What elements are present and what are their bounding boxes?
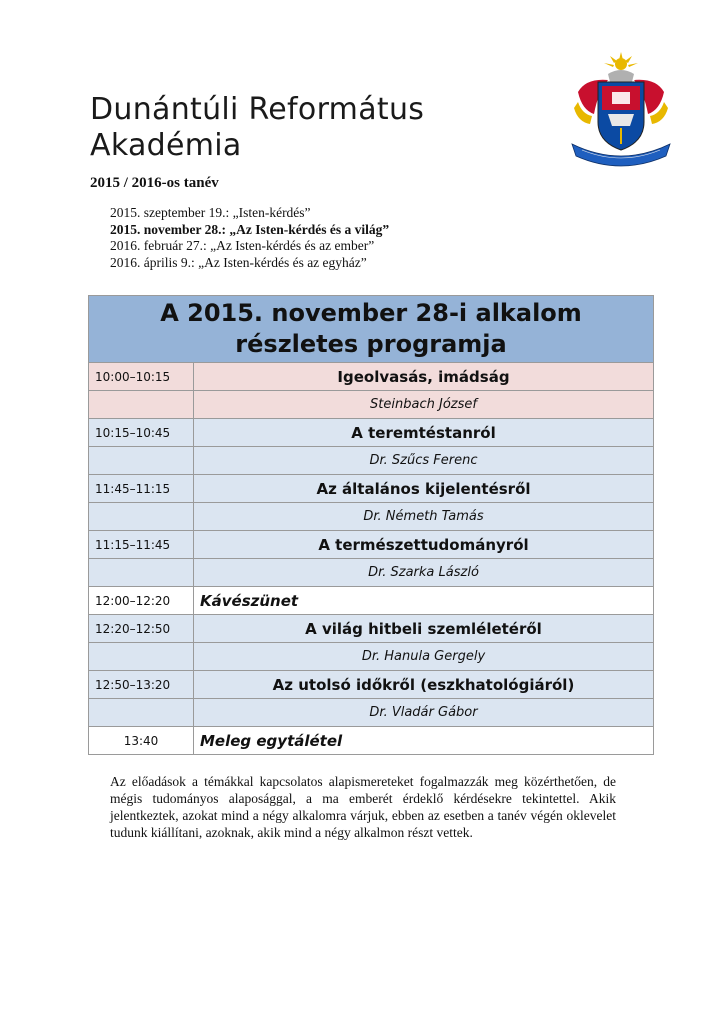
program-speaker-row: [89, 503, 654, 531]
session-item: 2016. április 9.: „Az Isten-kérdés és az egyház”: [110, 254, 367, 270]
organization-title-line2: Akadémia: [90, 128, 242, 163]
program-speaker: Dr. Hanula Gergely: [194, 643, 654, 671]
program-table-header-row: [89, 296, 654, 363]
program-row: [89, 671, 654, 699]
program-note: Az előadások a témákkal kapcsolatos alapismereteket fogalmazzák meg közérthetően, de mégis tudományos alaposággal, a ma emberét érdeklő kérdésekre tekintettel. Akik jelentkeztek, azokat mind a négy alkalomra várjuk, ebben az esetben a tanév végén oklevelet tudunk kiállítani, azoknak, akik mind a négy alkalmon részt vettek.: [110, 774, 616, 840]
program-row: [89, 587, 654, 615]
program-time: 10:00–10:15: [89, 363, 194, 391]
empty-time-cell: [89, 503, 194, 531]
academic-year-heading: 2015 / 2016-os tanév: [90, 175, 219, 191]
empty-time-cell: [89, 643, 194, 671]
program-table: [88, 295, 654, 755]
program-topic: A teremtéstanról: [194, 419, 654, 447]
program-topic: Az utolsó időkről (eszkhatológiáról): [194, 671, 654, 699]
session-list: [110, 205, 389, 271]
program-speaker: Dr. Szarka László: [194, 559, 654, 587]
program-topic: Meleg egytálétel: [194, 727, 654, 755]
program-topic: Igeolvasás, imádság: [194, 363, 654, 391]
program-topic: A világ hitbeli szemléletéről: [194, 615, 654, 643]
program-time: 12:20–12:50: [89, 615, 194, 643]
program-row: [89, 475, 654, 503]
organization-title-line1: Dunántúli Református: [90, 92, 425, 127]
program-time: 12:00–12:20: [89, 587, 194, 615]
organization-title: [90, 92, 550, 164]
empty-time-cell: [89, 699, 194, 727]
program-speaker-row: [89, 447, 654, 475]
program-time: 12:50–13:20: [89, 671, 194, 699]
program-speaker-row: [89, 643, 654, 671]
program-speaker: Dr. Vladár Gábor: [194, 699, 654, 727]
program-row: [89, 363, 654, 391]
session-item: 2015. szeptember 19.: „Isten-kérdés”: [110, 205, 311, 220]
program-topic: Az általános kijelentésről: [194, 475, 654, 503]
program-row: [89, 419, 654, 447]
empty-time-cell: [89, 559, 194, 587]
program-title-line2: részletes programja: [235, 330, 507, 358]
program-speaker: Dr. Szűcs Ferenc: [194, 447, 654, 475]
program-time: 11:45–11:15: [89, 475, 194, 503]
program-speaker: Dr. Németh Tamás: [194, 503, 654, 531]
program-time: 13:40: [89, 727, 194, 755]
program-row: [89, 531, 654, 559]
program-speaker-row: [89, 699, 654, 727]
empty-time-cell: [89, 391, 194, 419]
program-time: 11:15–11:45: [89, 531, 194, 559]
empty-time-cell: [89, 447, 194, 475]
program-topic: Kávészünet: [194, 587, 654, 615]
session-item: 2015. november 28.: „Az Isten-kérdés és a világ”: [110, 221, 390, 237]
session-item: 2016. február 27.: „Az Isten-kérdés és az ember”: [110, 238, 375, 253]
program-row: [89, 727, 654, 755]
program-time: 10:15–10:45: [89, 419, 194, 447]
program-speaker-row: [89, 391, 654, 419]
reformed-church-crest-icon: [568, 52, 674, 168]
program-topic: A természettudományról: [194, 531, 654, 559]
program-speaker-row: [89, 559, 654, 587]
program-title: [89, 296, 654, 363]
program-speaker: Steinbach József: [194, 391, 654, 419]
program-row: [89, 615, 654, 643]
program-title-line1: A 2015. november 28-i alkalom: [160, 299, 582, 327]
